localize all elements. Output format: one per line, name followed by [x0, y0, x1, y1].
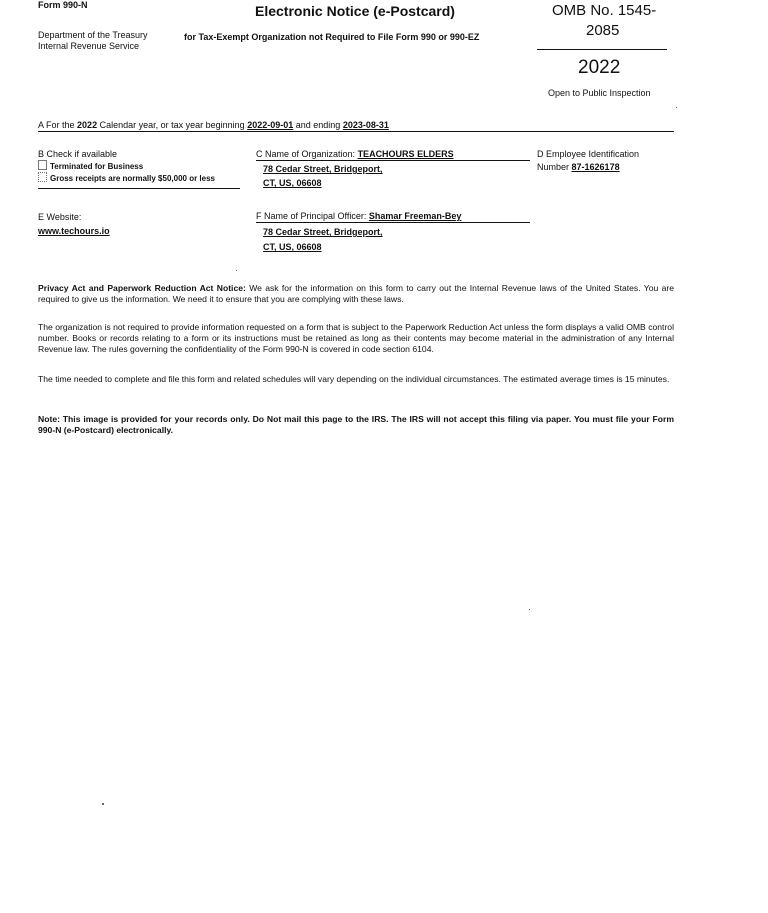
form-subtitle: for Tax-Exempt Organization not Required to File Form 990 or 990-EZ — [184, 32, 480, 42]
privacy-notice — [38, 283, 674, 305]
section-a-year: 2022 — [77, 120, 98, 130]
terminated-label: Terminated for Business — [50, 162, 144, 171]
open-to-public: Open to Public Inspection — [548, 88, 651, 98]
time-notice: The time needed to complete and file this form and related schedules will vary depending on the individual circumstances. The estimated average times is 15 minutes. — [38, 374, 670, 384]
gross-receipts-row — [38, 172, 215, 184]
section-a-rule — [38, 131, 674, 132]
section-d-label: D Employee Identification — [537, 149, 640, 159]
omb-notice: The organization is not required to provide information requested on a form that is subject to the Paperwork Reduction Act unless the form displays a valid OMB control number. Books or records relating to a form or its instructions must be retained as long as their contents may become material in the administration of any Internal Revenue law. The rules governing the confidentiality of the Form 990-N is covered in code section 6104. — [38, 322, 674, 354]
section-c-line — [256, 149, 454, 160]
irs-name: Internal Revenue Service — [38, 41, 140, 51]
principal-officer-name: Shamar Freeman-Bey — [368, 211, 462, 221]
section-c-label: C Name of Organization: — [256, 149, 356, 159]
terminated-row — [38, 160, 143, 172]
end-date: 2023-08-31 — [342, 120, 389, 130]
section-f-rule — [256, 222, 530, 223]
scan-speck — [236, 270, 237, 271]
omb-number-line1: OMB No. 1545- — [552, 2, 657, 19]
tax-year: 2022 — [578, 57, 621, 78]
gross-receipts-checkbox[interactable] — [38, 172, 47, 182]
org-address-line1: 78 Cedar Street, Bridgeport, — [263, 164, 383, 174]
officer-address-line2: CT, US, 06608 — [263, 242, 322, 252]
omb-number-line2: 2085 — [586, 22, 620, 39]
section-c-rule — [256, 160, 530, 161]
scan-speck — [102, 803, 104, 805]
gross-receipts-label: Gross receipts are normally $50,000 or less — [50, 174, 215, 183]
form-title: Electronic Notice (e-Postcard) — [255, 3, 455, 19]
section-a-and-ending: and ending — [295, 120, 341, 130]
ein-value: 87-1626178 — [571, 162, 620, 172]
terminated-checkbox[interactable] — [38, 160, 47, 170]
website-value: www.techours.io — [38, 226, 110, 236]
dept-treasury: Department of the Treasury — [38, 30, 148, 40]
form-number: Form 990-N — [38, 0, 88, 10]
omb-divider — [537, 49, 667, 50]
ein-line — [537, 162, 620, 173]
section-b-label: B Check if available — [38, 149, 118, 159]
ein-label: Number — [537, 162, 570, 172]
begin-date: 2022-09-01 — [247, 120, 294, 130]
section-a-prefix: A For the — [38, 120, 75, 130]
officer-address-line1: 78 Cedar Street, Bridgeport, — [263, 227, 383, 237]
filing-note: Note: This image is provided for your records only. Do Not mail this page to the IRS. The IRS will not accept this filing via paper. You must file your Form 990-N (e-Postcard) electronically. — [38, 414, 674, 435]
section-b-rule — [38, 188, 240, 189]
section-f-line — [256, 211, 461, 222]
scan-speck — [529, 609, 530, 610]
privacy-heading: Privacy Act and Paperwork Reduction Act Notice: — [38, 283, 246, 293]
organization-name: TEACHOURS ELDERS — [357, 149, 454, 159]
privacy-text: We ask for the information on this form to carry out the Internal Revenue laws of the United States. You are required to give us the information. We need it to ensure that you are complying with these laws. — [38, 283, 675, 304]
section-f-label: F Name of Principal Officer: — [256, 211, 367, 221]
org-address-line2: CT, US, 06608 — [263, 178, 322, 188]
section-e-label: E Website: — [38, 212, 82, 222]
section-a-mid: Calendar year, or tax year beginning — [99, 120, 245, 130]
section-a-line — [38, 120, 389, 131]
scan-speck — [676, 107, 677, 108]
